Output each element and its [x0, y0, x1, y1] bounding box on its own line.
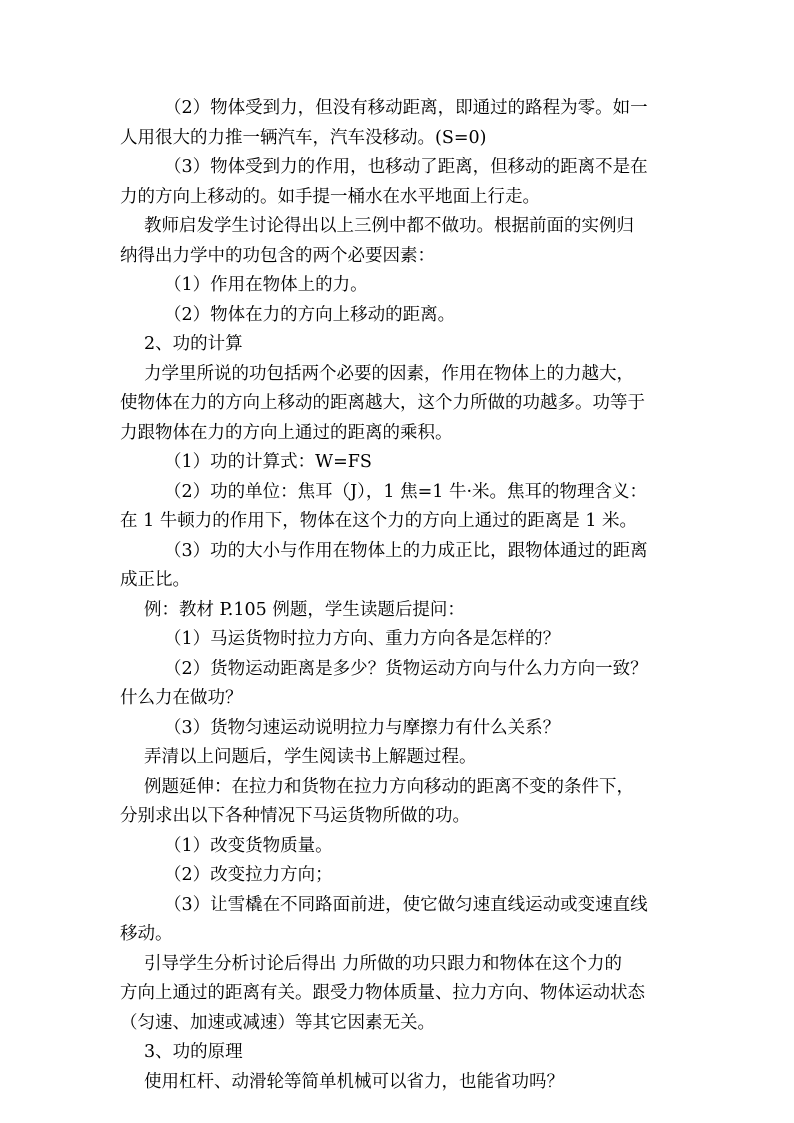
text-line: 力跟物体在力的方向上通过的距离的乘积。 [120, 422, 453, 443]
text-line: （2）物体受到力，但没有移动距离，即通过的路程为零。如一 [164, 98, 648, 118]
text-line: （3）货物匀速运动说明拉力与摩擦力有什么关系？ [164, 717, 561, 738]
text-line: 成正比。 [120, 570, 190, 590]
text-line: （2）功的单位：焦耳（J），1 焦=1 牛·米。焦耳的物理含义： [164, 481, 648, 502]
text-line: （1）作用在物体上的力。 [164, 275, 368, 295]
text-line: 例题延伸：在拉力和货物在拉力方向移动的距离不变的条件下， [144, 776, 634, 797]
text-line: （2）改变拉力方向； [164, 865, 333, 885]
text-line: 使用杠杆、动滑轮等简单机械可以省力，也能省功吗？ [144, 1071, 564, 1092]
text-line: （匀速、加速或减速）等其它因素无关。 [120, 1012, 435, 1033]
document-body [120, 94, 676, 1097]
text-line: 例：教材 P.105 例题，学生读题后提问： [144, 599, 465, 620]
text-line: 人用很大的力推一辆汽车，汽车没移动。(S=0) [120, 127, 487, 148]
section-heading: 3、功的原理 [144, 1042, 243, 1062]
text-line: 力的方向上移动的。如手提一桶水在水平地面上行走。 [120, 186, 540, 207]
text-line: （1）改变货物质量。 [164, 835, 333, 856]
text-line: 纳得出力学中的功包含的两个必要因素： [120, 245, 435, 266]
document-page [120, 94, 676, 1097]
text-line: （2）物体在力的方向上移动的距离。 [164, 304, 456, 325]
text-line: 弄清以上问题后，学生阅读书上解题过程。 [144, 747, 477, 767]
text-line: （2）货物运动距离是多少？货物运动方向与什么力方向一致？ [164, 658, 648, 679]
text-line: （3）物体受到力的作用，也移动了距离，但移动的距离不是在 [164, 157, 648, 177]
text-line: 分别求出以下各种情况下马运货物所做的功。 [120, 806, 470, 826]
text-line: 教师启发学生讨论得出以上三例中都不做功。根据前面的实例归 [144, 216, 634, 236]
text-line: 方向上通过的距离有关。跟受力物体质量、拉力方向、物体运动状态 [120, 983, 645, 1003]
text-line: 使物体在力的方向上移动的距离越大，这个力所做的功越多。功等于 [120, 393, 645, 413]
text-line: 移动。 [120, 924, 173, 944]
text-line: 在 1 牛顿力的作用下，物体在这个力的方向上通过的距离是 1 米。 [120, 511, 638, 531]
text-line: （1）功的计算式：W=FS [164, 452, 372, 472]
text-line: 力学里所说的功包括两个必要的因素，作用在物体上的力越大， [144, 363, 634, 384]
text-line: （3）功的大小与作用在物体上的力成正比，跟物体通过的距离 [164, 540, 648, 561]
text-line: （1）马运货物时拉力方向、重力方向各是怎样的？ [164, 629, 561, 649]
text-line: 什么力在做功？ [120, 688, 243, 708]
section-heading: 2、功的计算 [144, 334, 243, 354]
text-line: 引导学生分析讨论后得出 力所做的功只跟力和物体在这个力的 [144, 953, 623, 974]
text-line: （3）让雪橇在不同路面前进，使它做匀速直线运动或变速直线 [164, 894, 648, 915]
